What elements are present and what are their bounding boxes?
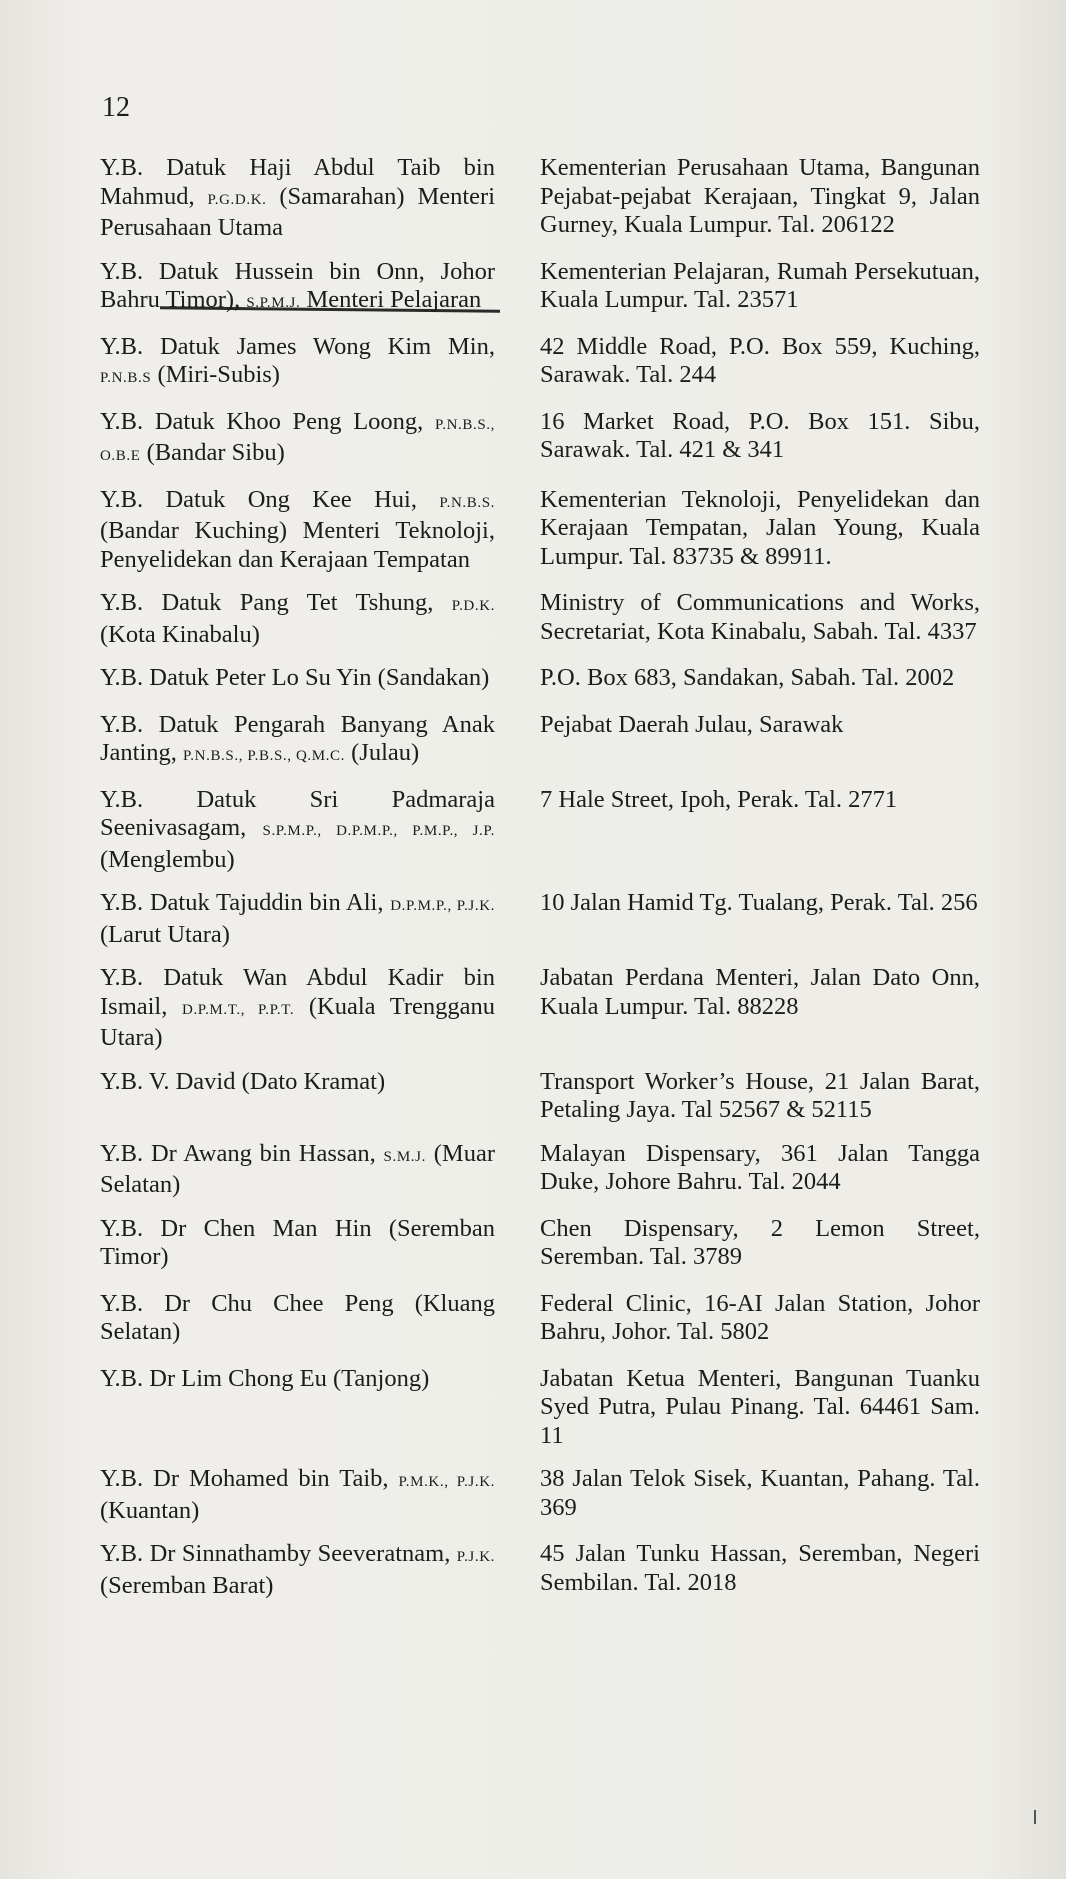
- member-name: [100, 1068, 495, 1125]
- member-address: Transport Worker’s House, 21 Jalan Barat, Petaling Jaya. Tal 52567 & 52115: [540, 1067, 980, 1123]
- directory-entry: [100, 786, 980, 875]
- member-name-text: (Kuantan): [100, 1496, 200, 1524]
- directory-entry: [100, 1215, 980, 1275]
- page-number: 12: [102, 92, 130, 123]
- member-directory-list: [100, 154, 980, 1615]
- member-name-text: (Kuala Trengganu Utara): [100, 992, 495, 1051]
- directory-entry: [100, 889, 980, 949]
- directory-entry: [100, 964, 980, 1053]
- member-name-text: Y.B. V. David (Dato Kramat): [100, 1067, 386, 1095]
- directory-entry: [100, 711, 980, 771]
- directory-entry: [100, 258, 980, 318]
- directory-entry: [100, 1365, 980, 1451]
- member-name: [100, 1140, 495, 1200]
- honorific-postnominals: P.N.B.S., O.B.E: [100, 416, 495, 464]
- member-name-text: Y.B. Datuk James Wong Kim Min,: [100, 332, 495, 360]
- member-name-text: (Kota Kinabalu): [100, 620, 260, 648]
- honorific-postnominals: S.P.M.J.: [246, 295, 301, 311]
- member-address: 7 Hale Street, Ipoh, Perak. Tal. 2771: [540, 785, 898, 813]
- member-name-text: (Julau): [345, 739, 420, 766]
- member-name-text: Y.B. Datuk Pengarah Banyang Anak Janting,: [100, 710, 495, 766]
- member-name-text: Y.B. Datuk Khoo Peng Loong,: [100, 407, 435, 435]
- directory-entry: [100, 1465, 980, 1525]
- member-address: 16 Market Road, P.O. Box 151. Sibu, Sarawak. Tal. 421 & 341: [540, 407, 980, 463]
- margin-mark: [1034, 1810, 1036, 1824]
- member-name-text: (Bandar Sibu): [140, 439, 285, 466]
- member-name-text: Y.B. Datuk Wan Abdul Kadir bin Ismail,: [100, 964, 495, 1020]
- member-name-text: Y.B. Datuk Ong Kee Hui,: [100, 485, 440, 513]
- member-address: Chen Dispensary, 2 Lemon Street, Seremban. Tal. 3789: [540, 1214, 980, 1270]
- directory-entry: [100, 664, 980, 696]
- member-name: [100, 889, 495, 949]
- member-name: [100, 1540, 495, 1600]
- member-name-text: Y.B. Dr Chu Chee Peng (Kluang Selatan): [100, 1289, 495, 1345]
- honorific-postnominals: P.J.K.: [456, 1549, 495, 1565]
- member-name: [100, 1215, 495, 1275]
- honorific-postnominals: P.N.B.S: [100, 370, 152, 386]
- member-name-text: Y.B. Datuk Sri Padmaraja Seenivasagam,: [100, 785, 495, 841]
- member-address: P.O. Box 683, Sandakan, Sabah. Tal. 2002: [540, 664, 955, 691]
- member-address: Jabatan Ketua Menteri, Bangunan Tuanku Syed Putra, Pulau Pinang. Tal. 64461 Sam. 11: [540, 1364, 980, 1449]
- member-name: [100, 589, 495, 649]
- member-address: 10 Jalan Hamid Tg. Tualang, Perak. Tal. 256: [540, 889, 978, 916]
- member-name: [100, 408, 495, 471]
- member-name-text: (Muar Selatan): [100, 1139, 495, 1198]
- member-name-text: Y.B. Datuk Pang Tet Tshung,: [100, 589, 452, 616]
- member-address: Ministry of Communications and Works, Secretariat, Kota Kinabalu, Sabah. Tal. 4337: [540, 589, 980, 645]
- member-address: 38 Jalan Telok Sisek, Kuantan, Pahang. Tal. 369: [540, 1465, 980, 1521]
- member-name-text: (Miri-Subis): [151, 361, 280, 388]
- honorific-postnominals: P.G.D.K.: [207, 191, 267, 208]
- member-name: [100, 711, 495, 771]
- member-address: 45 Jalan Tunku Hassan, Seremban, Negeri Sembilan. Tal. 2018: [540, 1540, 980, 1596]
- member-name-text: Y.B. Datuk Peter Lo Su Yin (Sandakan): [100, 664, 490, 691]
- honorific-postnominals: P.M.K., P.J.K.: [398, 1474, 495, 1490]
- member-address: Jabatan Perdana Menteri, Jalan Dato Onn, Kuala Lumpur. Tal. 88228: [540, 964, 980, 1020]
- member-name-text: (Samarahan) Menteri Perusahaan Utama: [100, 182, 495, 241]
- member-name-text: (Menglembu): [100, 845, 235, 873]
- member-address: Federal Clinic, 16-AI Jalan Station, Johor Bahru, Johor. Tal. 5802: [540, 1289, 980, 1345]
- directory-entry: [100, 1068, 980, 1125]
- directory-entry: [100, 1540, 980, 1600]
- member-name-text: Y.B. Dr Awang bin Hassan,: [100, 1139, 384, 1167]
- honorific-postnominals: P.D.K.: [451, 598, 495, 614]
- member-name-text: Y.B. Dr Lim Chong Eu (Tanjong): [100, 1364, 430, 1392]
- honorific-postnominals: D.P.M.T., P.P.T.: [182, 1001, 295, 1018]
- directory-entry: [100, 154, 980, 243]
- member-address: Kementerian Pelajaran, Rumah Persekutuan, Kuala Lumpur. Tal. 23571: [540, 257, 980, 313]
- member-name: [100, 1465, 495, 1525]
- directory-entry: [100, 1290, 980, 1350]
- member-name-text: (Larut Utara): [100, 920, 230, 948]
- directory-entry: [100, 408, 980, 471]
- member-name: [100, 154, 495, 243]
- honorific-postnominals: P.N.B.S.: [439, 494, 495, 511]
- member-name-text: (Seremban Barat): [100, 1571, 274, 1599]
- member-name: [100, 486, 495, 575]
- member-name-text: Y.B. Dr Sinnathamby Seeveratnam,: [100, 1540, 457, 1567]
- member-name: [100, 333, 495, 393]
- honorific-postnominals: S.M.J.: [383, 1148, 426, 1165]
- member-address: Kementerian Teknoloji, Penyelidekan dan Kerajaan Tempatan, Jalan Young, Kuala Lumpur. Tal. 83735 & 89911.: [540, 485, 980, 570]
- member-name-text: Y.B. Datuk Tajuddin bin Ali,: [100, 889, 391, 916]
- member-name: [100, 664, 495, 696]
- honorific-postnominals: P.N.B.S., P.B.S., Q.M.C.: [183, 748, 345, 764]
- member-name-text: Y.B. Datuk Hussein bin Onn, Johor Bahru Timor),: [100, 257, 495, 313]
- member-address: Kementerian Perusahaan Utama, Bangunan Pejabat-pejabat Kerajaan, Tingkat 9, Jalan Gurney, Kuala Lumpur. Tal. 206122: [540, 154, 980, 238]
- member-name: [100, 1365, 495, 1451]
- honorific-postnominals: S.P.M.P., D.P.M.P., P.M.P., J.P.: [262, 823, 496, 839]
- member-name: [100, 258, 495, 318]
- member-address: Malayan Dispensary, 361 Jalan Tangga Duke, Johore Bahru. Tal. 2044: [540, 1139, 980, 1195]
- member-address: 42 Middle Road, P.O. Box 559, Kuching, Sarawak. Tal. 244: [540, 332, 980, 388]
- directory-entry: [100, 486, 980, 575]
- member-name-text: Y.B. Datuk Haji Abdul Taib bin Mahmud,: [100, 154, 495, 210]
- member-name-text: Y.B. Dr Mohamed bin Taib,: [100, 1465, 399, 1492]
- member-name: [100, 786, 495, 875]
- member-address: Pejabat Daerah Julau, Sarawak: [540, 710, 844, 738]
- member-name-text: Y.B. Dr Chen Man Hin (Seremban Timor): [100, 1214, 495, 1270]
- member-name-text: (Bandar Kuching) Menteri Teknoloji, Penyelidekan dan Kerajaan Tempatan: [100, 517, 495, 573]
- member-name: [100, 1290, 495, 1350]
- directory-entry: [100, 589, 980, 649]
- directory-entry: [100, 333, 980, 393]
- directory-entry: [100, 1140, 980, 1200]
- member-name: [100, 964, 495, 1053]
- member-name-text: Menteri Pelajaran: [300, 286, 482, 313]
- honorific-postnominals: D.P.M.P., P.J.K.: [390, 898, 495, 914]
